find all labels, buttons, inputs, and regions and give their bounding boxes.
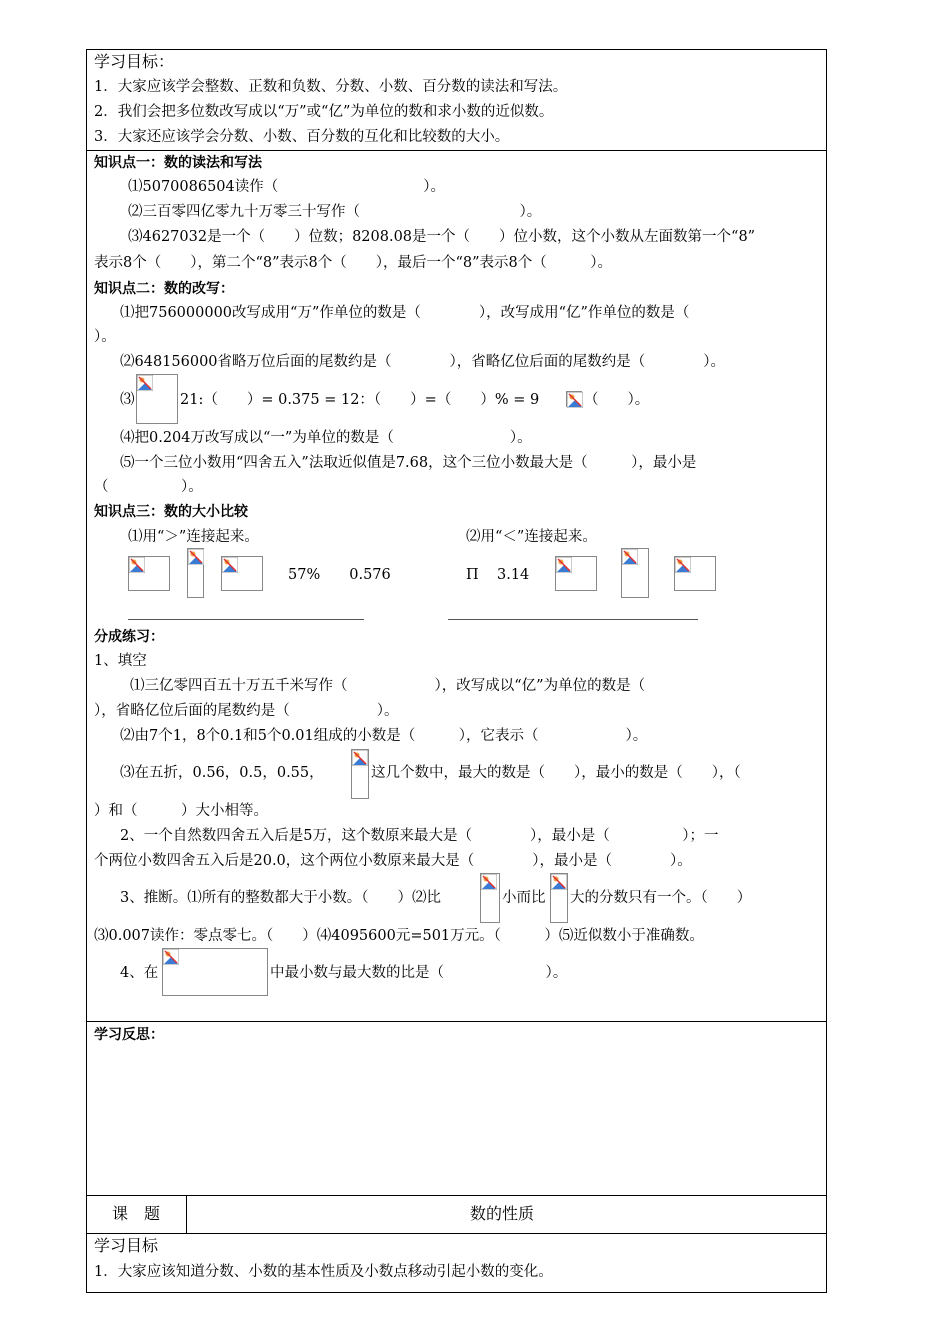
image-placeholder-icon	[163, 949, 179, 965]
practice-line: 2、一个自然数四舍五入后是5万，这个数原来最大是（ ），最小是（ ）；一	[120, 828, 719, 844]
k2-line: ⑷把0.204万改写成以“一”为单位的数是（ ）。	[120, 430, 532, 446]
fraction-image	[550, 873, 568, 923]
objective-item: 1．大家应该知道分数、小数的基本性质及小数点移动引起小数的变化。	[94, 1264, 553, 1280]
reflection-title: 学习反思：	[94, 1027, 164, 1043]
practice-line: ⑶0.007读作：零点零七。（ ）⑷4095600元=501万元。（ ）⑸近似数小于准确数。	[94, 928, 704, 944]
row-divider	[86, 1233, 827, 1234]
number-set-image	[162, 948, 268, 996]
row-divider	[86, 150, 827, 151]
compare-label-left: ⑴用“＞”连接起来。	[128, 529, 259, 545]
compare-label-right: ⑵用“＜”连接起来。	[466, 529, 597, 545]
fraction-image	[221, 556, 263, 591]
k2-line: （ ）。	[94, 479, 203, 495]
practice-line: ）和（ ）大小相等。	[94, 803, 268, 819]
fraction-image	[128, 556, 170, 591]
section-title-practice: 分成练习：	[94, 629, 164, 645]
image-placeholder-icon	[481, 874, 497, 890]
pi-symbol: Π	[466, 567, 479, 583]
objective-item: 1．大家应该学会整数、正数和负数、分数、小数、百分数的读法和写法。	[94, 79, 568, 95]
objective-item: 2．我们会把多位数改写成以“万”或“亿”为单位的数和求小数的近似数。	[94, 104, 554, 120]
section-title-k2: 知识点二：数的改写：	[94, 281, 234, 297]
practice-line: 3、推断。⑴所有的整数都大于小数。（ ）⑵比	[120, 890, 441, 906]
fill-title: 1、填空	[94, 653, 147, 669]
topic-label: 课 题	[112, 1204, 161, 1223]
fraction-image	[136, 374, 178, 424]
image-placeholder-icon	[675, 557, 691, 573]
section-title-k1: 知识点一：数的读法和写法	[94, 155, 262, 171]
k2-line: 21:（ ）= 0.375 = 12：（ ）=（ ）% = 9	[180, 392, 540, 408]
k2-line: ⑸一个三位小数用“四舍五入”法取近似值是7.68，这个三位小数最大是（ ），最小是	[120, 455, 697, 471]
objectives2-title: 学习目标	[94, 1236, 159, 1255]
k2-line: ⑶	[120, 392, 135, 408]
k2-line: （ ）。	[584, 392, 650, 408]
k1-line: ⑵三百零四亿零九十万零三十写作（ ）。	[128, 204, 542, 220]
fraction-image	[351, 749, 369, 799]
compare-values-left: 57% 0.576	[288, 567, 391, 583]
image-placeholder-icon	[556, 557, 572, 573]
image-placeholder-icon	[129, 557, 145, 573]
topic-value: 数的性质	[470, 1204, 535, 1223]
section-title-k3: 知识点三：数的大小比较	[94, 504, 248, 520]
compare-value-right: 3.14	[497, 567, 530, 583]
image-placeholder-icon	[137, 375, 153, 391]
objective-item: 3．大家还应该学会分数、小数、百分数的互化和比较数的大小。	[94, 129, 510, 145]
row-divider	[86, 1021, 827, 1022]
k2-line: ）。	[94, 329, 116, 345]
practice-line: 中最小数与最大数的比是（ ）。	[270, 965, 568, 981]
fraction-image	[674, 556, 716, 591]
fraction-image	[555, 556, 597, 591]
answer-line-right[interactable]	[448, 619, 698, 620]
practice-line: 个两位小数四舍五入后是20.0，这个两位小数原来最大是（ ），最小是（ ）。	[94, 853, 692, 869]
image-placeholder-icon	[567, 392, 583, 408]
image-placeholder-icon	[222, 557, 238, 573]
practice-line: ），省略亿位后面的尾数约是（ ）。	[94, 703, 399, 719]
practice-line: 这几个数中，最大的数是（ ），最小的数是（ ），（	[371, 765, 741, 781]
objectives-title: 学习目标：	[94, 52, 175, 71]
fraction-image	[480, 873, 500, 923]
practice-line: ⑶在五折，0.56，0.5，0.55，	[120, 765, 324, 781]
practice-line: ⑵由7个1，8个0.1和5个0.01组成的小数是（ ），它表示（ ）。	[120, 728, 648, 744]
row-divider	[86, 1195, 827, 1196]
image-placeholder-icon	[188, 549, 204, 565]
image-placeholder-icon	[551, 874, 567, 890]
k1-line: 表示8个（ ），第二个“8”表示8个（ ），最后一个“8”表示8个（ ）。	[94, 255, 613, 271]
practice-line: 小而比	[502, 890, 546, 906]
image-placeholder-icon	[352, 750, 368, 766]
k1-line: ⑶4627032是一个（ ）位数；8208.08是一个（ ）位小数，这个小数从左面数第一个“8”	[128, 229, 756, 245]
fraction-image	[187, 548, 204, 598]
image-placeholder-icon	[622, 549, 638, 565]
fraction-image	[621, 548, 649, 598]
fraction-image	[566, 391, 582, 407]
column-divider	[186, 1195, 187, 1233]
answer-line-left[interactable]	[128, 619, 364, 620]
practice-line: 大的分数只有一个。（ ）	[570, 890, 752, 906]
k2-line: ⑵648156000省略万位后面的尾数约是（ ），省略亿位后面的尾数约是（ ）。	[120, 354, 726, 370]
practice-line: 4、在	[120, 965, 159, 981]
k1-line: ⑴5070086504读作（ ）。	[128, 179, 446, 195]
k2-line: ⑴把756000000改写成用“万”作单位的数是（ ），改写成用“亿”作单位的数是（	[120, 305, 690, 321]
practice-line: ⑴三亿零四百五十万五千米写作（ ），改写成以“亿”为单位的数是（	[130, 678, 646, 694]
